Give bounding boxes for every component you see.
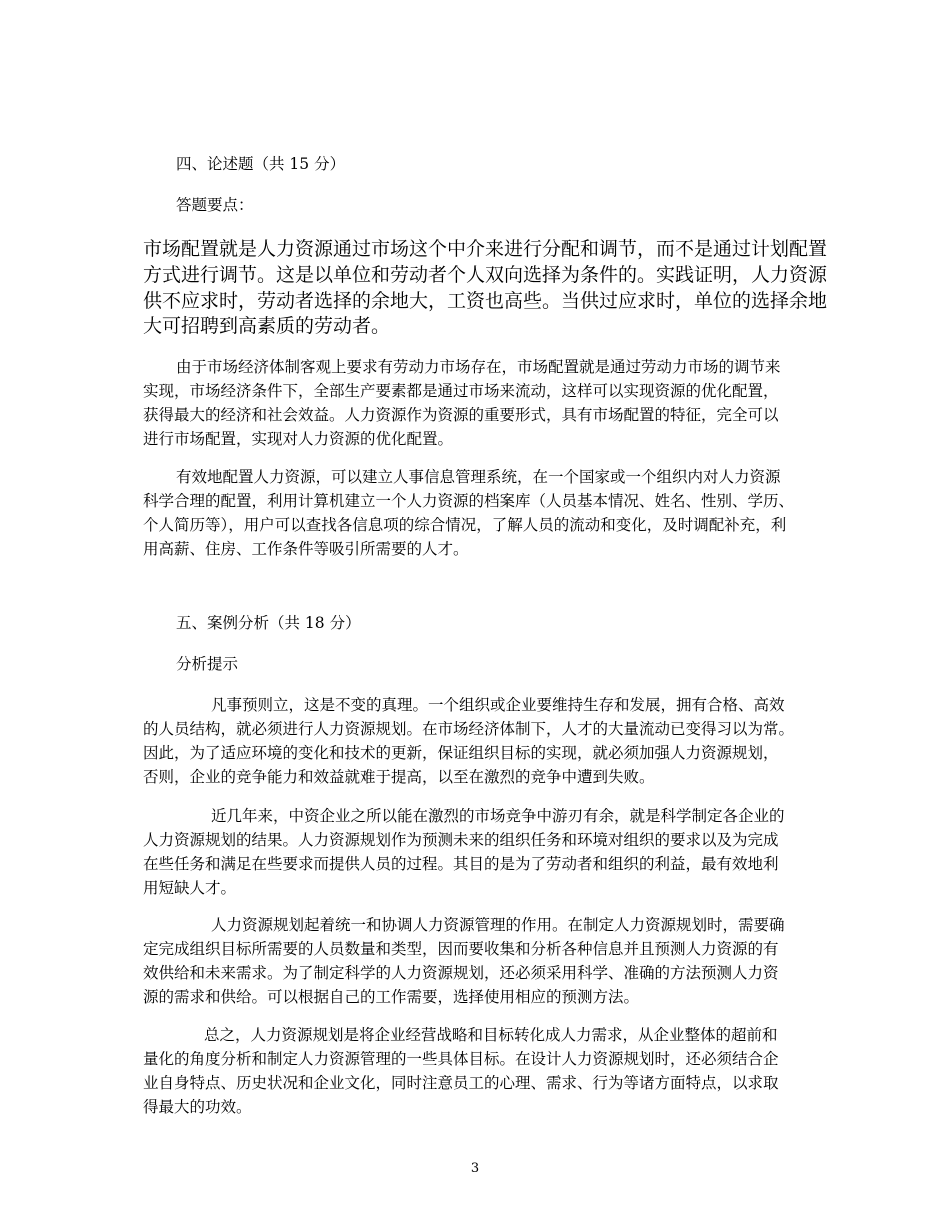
page-number: 3 (470, 1161, 480, 1176)
paragraph-line: 用短缺人才。 (143, 879, 237, 897)
paragraph-line: 方式进行调节。这是以单位和劳动者个人双向选择为条件的。实践证明，人力资源 (143, 264, 828, 286)
paragraph-line: 个人简历等），用户可以查找各信息项的综合情况，了解人员的流动和变化，及时调配补充，利 (143, 516, 787, 534)
paragraph-line: 大可招聘到高素质的劳动者。 (143, 315, 391, 337)
paragraph-line: 定完成组织目标所需要的人员数量和类型，因而要收集和分析各种信息并且预测人力资源的有 (143, 940, 779, 958)
paragraph-line: 近几年来，中资企业之所以能在激烈的市场竞争中游刃有余，就是科学制定各企业的 (211, 807, 785, 825)
paragraph-line: 总之，人力资源规划是将企业经营战略和目标转化成人力需求，从企业整体的超前和 (204, 1026, 778, 1044)
section-5-subheading: 分析提示 (176, 655, 239, 673)
paragraph-line: 的人员结构，就必须进行人力资源规划。在市场经济体制下，人才的大量流动已变得习以为常。 (143, 720, 795, 738)
paragraph-line: 人力资源规划起着统一和协调人力资源管理的作用。在制定人力资源规划时，需要确 (211, 916, 785, 934)
paragraph-line: 否则，企业的竞争能力和效益就难于提高，以至在激烈的竞争中遭到失败。 (143, 768, 655, 786)
paragraph-line: 市场配置就是人力资源通过市场这个中介来进行分配和调节，而不是通过计划配置 (143, 238, 828, 260)
paragraph-line: 量化的角度分析和制定人力资源管理的一些具体目标。在设计人力资源规划时，还必须结合企 (143, 1050, 779, 1068)
paragraph-line: 因此，为了适应环境的变化和技术的更新，保证组织目标的实现，就必须加强人力资源规划， (143, 744, 779, 762)
paragraph-line: 供不应求时，劳动者选择的余地大，工资也高些。当供过应求时，单位的选择余地 (143, 290, 828, 312)
paragraph-line: 源的需求和供给。可以根据自己的工作需要，选择使用相应的预测方法。 (143, 988, 640, 1006)
paragraph-line: 人力资源规划的结果。人力资源规划作为预测未来的组织任务和环境对组织的要求以及为完成 (143, 831, 779, 849)
section-4-heading: 四、论述题（共 15 分） (176, 155, 346, 173)
section-5-heading: 五、案例分析（共 18 分） (176, 614, 361, 632)
paragraph-line: 业自身特点、历史状况和企业文化，同时注意员工的心理、需求、行为等诸方面特点，以求取 (143, 1074, 779, 1092)
paragraph-line: 进行市场配置，实现对人力资源的优化配置。 (143, 430, 454, 448)
paragraph-line: 得最大的功效。 (143, 1098, 252, 1116)
section-4-subheading: 答题要点： (176, 196, 254, 214)
paragraph-line: 科学合理的配置，利用计算机建立一个人力资源的档案库（人员基本情况、姓名、性别、学历、 (143, 492, 795, 510)
paragraph-line: 效供给和未来需求。为了制定科学的人力资源规划，还必须采用科学、准确的方法预测人力资 (143, 964, 779, 982)
paragraph-line: 在些任务和满足在些要求而提供人员的过程。其目的是为了劳动者和组织的利益，最有效地利 (143, 855, 779, 873)
paragraph-line: 获得最大的经济和社会效益。人力资源作为资源的重要形式，具有市场配置的特征，完全可以 (143, 406, 779, 424)
paragraph-line: 用高薪、住房、工作条件等吸引所需要的人才。 (143, 540, 469, 558)
paragraph-line: 实现，市场经济条件下，全部生产要素都是通过市场来流动，这样可以实现资源的优化配置， (143, 382, 779, 400)
paragraph-line: 由于市场经济体制客观上要求有劳动力市场存在，市场配置就是通过劳动力市场的调节来 (176, 358, 781, 376)
paragraph-line: 有效地配置人力资源，可以建立人事信息管理系统，在一个国家或一个组织内对人力资源 (176, 468, 781, 486)
paragraph-line: 凡事预则立，这是不变的真理。一个组织或企业要维持生存和发展，拥有合格、高效 (211, 696, 785, 714)
